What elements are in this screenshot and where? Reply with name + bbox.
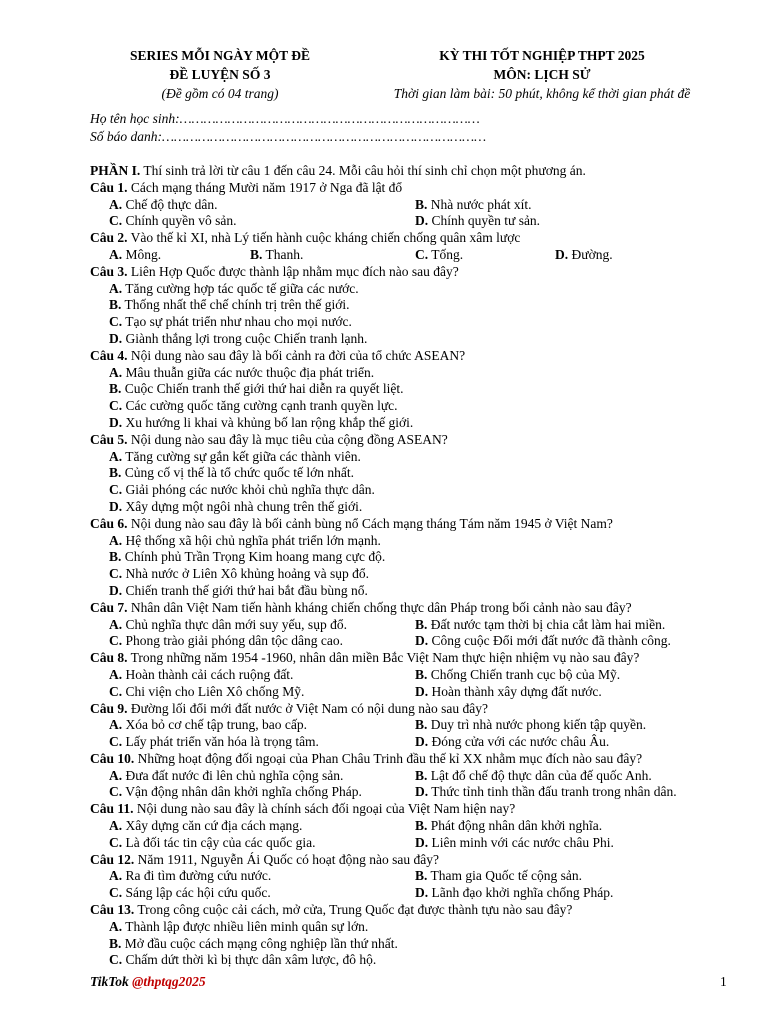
options-row — [90, 499, 730, 516]
option-text: Phong trào giải phóng dân tộc dâng cao. — [122, 633, 343, 649]
option-c — [109, 952, 376, 969]
option-letter: D. — [109, 330, 123, 346]
option-c — [109, 633, 343, 650]
option-c — [109, 213, 237, 230]
option-letter: A. — [109, 616, 123, 632]
option-b — [415, 868, 582, 885]
option-a — [109, 919, 368, 936]
option-text: Sáng lập các hội cứu quốc. — [122, 885, 271, 901]
student-id-line: Số báo danh:……………………………………………………………………… — [90, 129, 487, 144]
option-text: Giành thắng lợi trong cuộc Chiến tranh lạnh. — [122, 330, 368, 346]
option-text: Chiến tranh thế giới thứ hai bắt đầu bùng nổ. — [122, 582, 368, 598]
option-text: Chi viện cho Liên Xô chống Mỹ. — [122, 683, 305, 699]
question-label: Câu 3. — [90, 263, 128, 279]
question-text: Năm 1911, Nguyễn Ái Quốc có hoạt động nào sau đây? — [134, 851, 439, 867]
options-row — [90, 398, 730, 415]
option-text: Giải phóng các nước khỏi chủ nghĩa thực dân. — [122, 482, 375, 498]
question-text: Trong những năm 1954 -1960, nhân dân miền Bắc Việt Nam thực hiện nhiệm vụ nào sau đây? — [127, 650, 640, 666]
option-letter: B. — [109, 381, 122, 397]
option-c — [109, 566, 369, 583]
options-row — [90, 549, 730, 566]
option-text: Thức tỉnh tinh thần đấu tranh trong nhân dân. — [428, 784, 677, 800]
option-b — [415, 768, 652, 785]
option-letter: C. — [109, 784, 123, 800]
footer-handle: @thptqg2025 — [132, 974, 206, 989]
option-letter: C. — [415, 246, 429, 262]
question-stem — [90, 852, 730, 869]
option-d — [415, 835, 614, 852]
option-letter: C. — [109, 213, 123, 229]
question-label: Câu 7. — [90, 599, 128, 615]
option-letter: A. — [109, 767, 123, 783]
options-row — [90, 566, 730, 583]
option-b — [250, 247, 303, 264]
option-letter: D. — [415, 213, 429, 229]
question-label: Câu 5. — [90, 431, 128, 447]
option-d — [415, 684, 602, 701]
option-text: Chế độ thực dân. — [122, 196, 218, 212]
student-name-line: Họ tên học sinh:………………………………………………………………… — [90, 111, 480, 126]
option-text: Tăng cường sự gắn kết giữa các thành viên. — [122, 448, 361, 464]
option-d — [415, 633, 671, 650]
option-d — [109, 499, 362, 516]
question-stem — [90, 516, 730, 533]
option-letter: A. — [109, 818, 123, 834]
option-text: Lãnh đạo khởi nghĩa chống Pháp. — [428, 885, 614, 901]
subject-title: MÔN: LỊCH SỬ — [493, 67, 591, 82]
options-row — [90, 936, 730, 953]
option-c — [109, 398, 398, 415]
header-left — [95, 46, 345, 103]
options-row — [90, 717, 730, 734]
option-c — [109, 684, 304, 701]
option-letter: C. — [109, 398, 123, 414]
options-row — [90, 365, 730, 382]
option-d — [415, 213, 540, 230]
option-text: Hoàn thành xây dựng đất nước. — [428, 683, 602, 699]
option-text: Hoàn thành cải cách ruộng đất. — [122, 666, 294, 682]
question-text: Nội dung nào sau đây là chính sách đối ngoại của Việt Nam hiện nay? — [133, 801, 516, 817]
question-label: Câu 13. — [90, 902, 135, 918]
option-text: Củng cố vị thế là tổ chức quốc tế lớn nhất. — [121, 465, 355, 481]
header-right — [362, 46, 722, 103]
option-a — [109, 818, 302, 835]
question-label: Câu 9. — [90, 700, 128, 716]
option-c — [109, 734, 319, 751]
option-a — [109, 247, 161, 264]
option-text: Chấm dứt thời kì bị thực dân xâm lược, đô hộ. — [122, 952, 377, 968]
option-letter: B. — [109, 935, 122, 951]
option-a — [109, 768, 343, 785]
option-letter: C. — [109, 885, 123, 901]
option-text: Thống nhất thể chế chính trị trên thế giới. — [121, 297, 350, 313]
option-text: Công cuộc Đổi mới đất nước đã thành công. — [428, 633, 671, 649]
option-letter: D. — [415, 683, 429, 699]
option-letter: B. — [415, 767, 428, 783]
option-text: Đường. — [568, 246, 613, 262]
option-letter: C. — [109, 482, 123, 498]
option-text: Thanh. — [262, 246, 304, 262]
option-letter: B. — [415, 196, 428, 212]
option-text: Chính quyền vô sản. — [122, 213, 237, 229]
option-a — [109, 197, 218, 214]
exam-body — [90, 163, 730, 969]
options-row — [90, 482, 730, 499]
option-text: Duy trì nhà nước phong kiến tập quyền. — [427, 717, 647, 733]
option-text: Thành lập được nhiều liên minh quân sự lớn. — [122, 918, 369, 934]
option-letter: A. — [109, 666, 123, 682]
option-text: Xây dựng căn cứ địa cách mạng. — [122, 818, 303, 834]
option-text: Mông. — [122, 246, 162, 262]
option-letter: D. — [415, 734, 429, 750]
options-row — [90, 331, 730, 348]
options-row — [90, 885, 730, 902]
option-text: Đất nước tạm thời bị chia cắt làm hai miền. — [427, 616, 666, 632]
question-stem — [90, 801, 730, 818]
option-letter: B. — [415, 717, 428, 733]
option-text: Tham gia Quốc tế cộng sản. — [427, 868, 582, 884]
option-b — [415, 717, 646, 734]
options-row — [90, 868, 730, 885]
part-label: PHẦN I. — [90, 163, 141, 178]
option-letter: B. — [109, 297, 122, 313]
options-row — [90, 784, 730, 801]
footer-prefix: TikTok — [90, 974, 133, 989]
options-row — [90, 465, 730, 482]
options-row — [90, 213, 730, 230]
option-c — [109, 835, 316, 852]
option-letter: A. — [109, 918, 123, 934]
exam-title: KỲ THI TỐT NGHIỆP THPT 2025 — [439, 48, 645, 63]
option-d — [109, 583, 368, 600]
option-letter: A. — [109, 364, 123, 380]
option-letter: D. — [109, 498, 123, 514]
question-text: Nội dung nào sau đây là bối cảnh bùng nổ Cách mạng tháng Tám năm 1945 ở Việt Nam? — [127, 515, 613, 531]
option-a — [109, 617, 347, 634]
options-row — [90, 684, 730, 701]
options-row — [90, 734, 730, 751]
question-stem — [90, 701, 730, 718]
series-title: SERIES MỖI NGÀY MỘT ĐỀ — [129, 48, 311, 63]
question-stem — [90, 751, 730, 768]
option-letter: C. — [109, 314, 123, 330]
option-a — [109, 449, 361, 466]
options-row — [90, 449, 730, 466]
option-letter: B. — [109, 465, 122, 481]
options-row — [90, 768, 730, 785]
option-d — [109, 415, 413, 432]
question-stem — [90, 902, 730, 919]
question-label: Câu 2. — [90, 230, 128, 246]
option-letter: B. — [415, 868, 428, 884]
question-stem — [90, 600, 730, 617]
option-letter: C. — [109, 566, 123, 582]
part-instruction — [90, 163, 730, 180]
option-text: Nhà nước phát xít. — [427, 196, 532, 212]
question-text: Nhân dân Việt Nam tiến hành kháng chiến chống thực dân Pháp trong bối cảnh nào sau đây? — [127, 599, 632, 615]
option-c — [109, 314, 352, 331]
option-text: Phát động nhân dân khởi nghĩa. — [427, 818, 603, 834]
option-letter: C. — [109, 683, 123, 699]
option-letter: A. — [109, 532, 123, 548]
option-letter: D. — [415, 834, 429, 850]
footer-tiktok — [90, 974, 206, 990]
option-letter: D. — [415, 633, 429, 649]
option-letter: A. — [109, 448, 123, 464]
options-row — [90, 314, 730, 331]
option-b — [109, 549, 385, 566]
option-text: Tăng cường hợp tác quốc tế giữa các nước. — [122, 280, 359, 296]
option-a — [109, 717, 307, 734]
option-b — [415, 197, 531, 214]
question-label: Câu 6. — [90, 515, 128, 531]
page-number: 1 — [720, 974, 727, 989]
question-text: Trong công cuộc cải cách, mở cửa, Trung Quốc đạt được thành tựu nào sau đây? — [134, 902, 573, 918]
option-letter: B. — [109, 549, 122, 565]
question-text: Nội dung nào sau đây là bối cảnh ra đời của tổ chức ASEAN? — [127, 347, 466, 363]
question-label: Câu 12. — [90, 851, 135, 867]
option-text: Cuộc Chiến tranh thế giới thứ hai diễn ra quyết liệt. — [121, 381, 404, 397]
option-text: Vận động nhân dân khởi nghĩa chống Pháp. — [122, 784, 362, 800]
option-d — [555, 247, 613, 264]
question-stem — [90, 650, 730, 667]
option-text: Các cường quốc tăng cường cạnh tranh quyền lực. — [122, 398, 398, 414]
options-row — [90, 617, 730, 634]
option-d — [415, 784, 677, 801]
question-stem — [90, 180, 730, 197]
option-a — [109, 281, 359, 298]
options-row — [90, 835, 730, 852]
option-letter: A. — [109, 246, 123, 262]
option-text: Chống Chiến tranh cục bộ của Mỹ. — [427, 666, 621, 682]
options-row — [90, 247, 730, 264]
option-text: Đóng cửa với các nước châu Âu. — [428, 734, 610, 750]
option-letter: A. — [109, 196, 123, 212]
time-note: Thời gian làm bài: 50 phút, không kể thời gian phát đề — [393, 86, 691, 101]
options-row — [90, 533, 730, 550]
question-text: Liên Hợp Quốc được thành lập nhằm mục đích nào sau đây? — [127, 263, 459, 279]
options-row — [90, 583, 730, 600]
option-a — [109, 365, 374, 382]
option-text: Chính phủ Trần Trọng Kim hoang mang cực độ. — [121, 549, 386, 565]
option-text: Đưa đất nước đi lên chủ nghĩa cộng sản. — [122, 767, 344, 783]
option-a — [109, 533, 381, 550]
option-letter: D. — [415, 885, 429, 901]
option-b — [109, 936, 398, 953]
question-label: Câu 8. — [90, 650, 128, 666]
option-text: Chủ nghĩa thực dân mới suy yếu, sụp đổ. — [122, 616, 347, 632]
question-text: Những hoạt động đối ngoại của Phan Châu Trinh đầu thế kỉ XX nhằm mục đích nào sau đây? — [134, 750, 643, 766]
options-row — [90, 197, 730, 214]
option-letter: C. — [109, 834, 123, 850]
question-stem — [90, 348, 730, 365]
part-text: Thí sinh trả lời từ câu 1 đến câu 24. Mỗi câu hỏi thí sinh chỉ chọn một phương án. — [140, 163, 586, 178]
option-text: Lật đổ chế độ thực dân của đế quốc Anh. — [427, 767, 652, 783]
option-d — [415, 734, 609, 751]
option-text: Xu hướng li khai và khủng bố lan rộng khắp thế giới. — [122, 414, 414, 430]
option-text: Tạo sự phát triển như nhau cho mọi nước. — [122, 314, 352, 330]
option-d — [109, 331, 367, 348]
option-text: Tống. — [428, 246, 464, 262]
option-c — [109, 482, 375, 499]
option-letter: B. — [415, 818, 428, 834]
option-letter: B. — [250, 246, 263, 262]
option-b — [415, 818, 602, 835]
options-row — [90, 633, 730, 650]
option-text: Ra đi tìm đường cứu nước. — [122, 868, 272, 884]
option-letter: D. — [555, 246, 569, 262]
question-label: Câu 4. — [90, 347, 128, 363]
question-text: Nội dung nào sau đây là mục tiêu của cộng đồng ASEAN? — [127, 431, 448, 447]
question-text: Vào thế kỉ XI, nhà Lý tiến hành cuộc kháng chiến chống quân xâm lược — [127, 230, 521, 246]
question-label: Câu 11. — [90, 801, 134, 817]
options-row — [90, 667, 730, 684]
option-d — [415, 885, 613, 902]
option-letter: D. — [415, 784, 429, 800]
option-letter: B. — [415, 616, 428, 632]
option-a — [109, 868, 271, 885]
option-b — [415, 667, 620, 684]
option-a — [109, 667, 293, 684]
options-row — [90, 919, 730, 936]
option-b — [415, 617, 665, 634]
option-letter: D. — [109, 414, 123, 430]
option-text: Lấy phát triển văn hóa là trọng tâm. — [122, 734, 319, 750]
option-letter: B. — [415, 666, 428, 682]
question-text: Đường lối đổi mới đất nước ở Việt Nam có nội dung nào sau đây? — [127, 700, 488, 716]
option-text: Mở đầu cuộc cách mạng công nghiệp lần thứ nhất. — [121, 935, 398, 951]
options-row — [90, 952, 730, 969]
option-text: Chính quyền tư sản. — [428, 213, 541, 229]
option-c — [109, 784, 362, 801]
option-b — [109, 297, 349, 314]
option-text: Liên minh với các nước châu Phi. — [428, 834, 614, 850]
options-row — [90, 297, 730, 314]
options-row — [90, 415, 730, 432]
option-letter: C. — [109, 952, 123, 968]
option-text: Xóa bỏ cơ chế tập trung, bao cấp. — [122, 717, 307, 733]
option-b — [109, 465, 354, 482]
option-letter: C. — [109, 734, 123, 750]
question-stem — [90, 264, 730, 281]
question-label: Câu 10. — [90, 750, 135, 766]
options-row — [90, 281, 730, 298]
options-row — [90, 818, 730, 835]
option-letter: A. — [109, 717, 123, 733]
question-text: Cách mạng tháng Mười năm 1917 ở Nga đã lật đổ — [127, 179, 403, 195]
option-letter: A. — [109, 280, 123, 296]
option-text: Hệ thống xã hội chủ nghĩa phát triển lớn mạnh. — [122, 532, 381, 548]
option-text: Là đối tác tin cậy của các quốc gia. — [122, 834, 316, 850]
exam-number: ĐỀ LUYỆN SỐ 3 — [169, 67, 271, 82]
options-row — [90, 381, 730, 398]
option-text: Xây dựng một ngôi nhà chung trên thế giới. — [122, 498, 363, 514]
question-stem — [90, 432, 730, 449]
option-c — [109, 885, 271, 902]
option-text: Mâu thuẫn giữa các nước thuộc địa phát triển. — [122, 364, 375, 380]
option-c — [415, 247, 463, 264]
option-letter: D. — [109, 582, 123, 598]
question-stem — [90, 230, 730, 247]
option-letter: A. — [109, 868, 123, 884]
option-letter: C. — [109, 633, 123, 649]
question-label: Câu 1. — [90, 179, 128, 195]
option-b — [109, 381, 404, 398]
page-count: (Đề gồm có 04 trang) — [161, 86, 279, 101]
option-text: Nhà nước ở Liên Xô khủng hoảng và sụp đổ. — [122, 566, 370, 582]
